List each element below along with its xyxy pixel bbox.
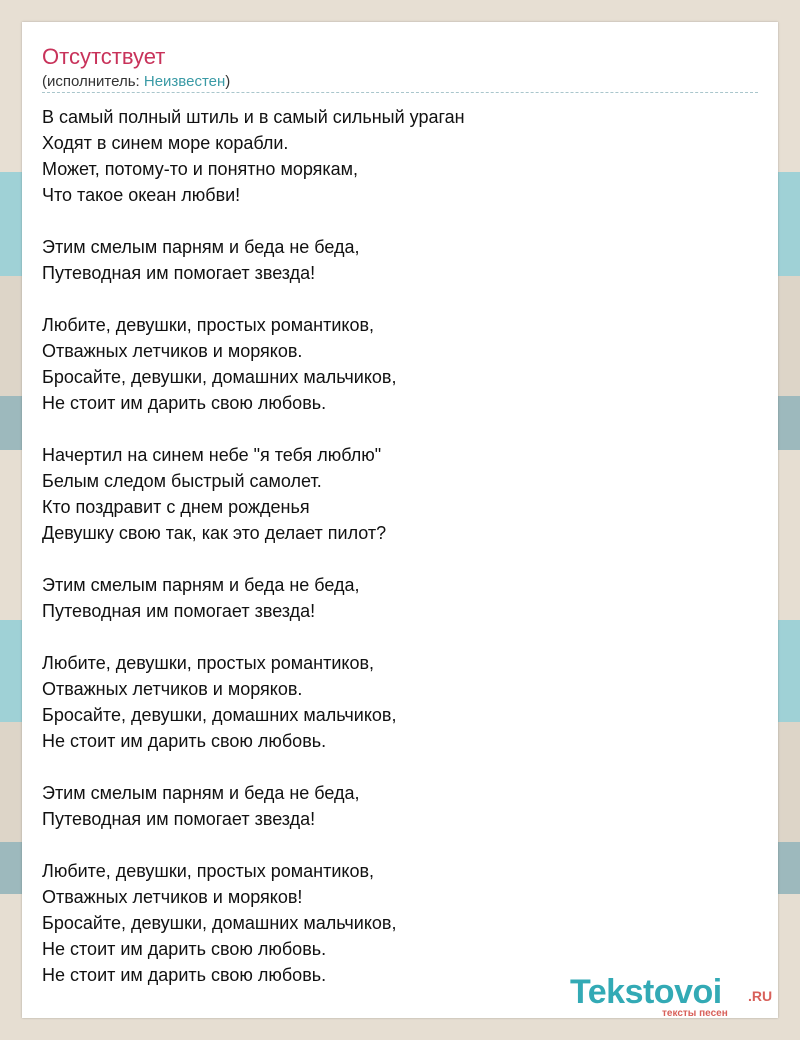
lyric-line: Отважных летчиков и моряков! [42,887,303,907]
logo-tld: .RU [748,988,773,1004]
lyric-line: Не стоит им дарить свою любовь. [42,939,327,959]
lyric-line: Этим смелым парням и беда не беда, [42,783,360,803]
song-title: Отсутствует [42,44,166,69]
stanza-gap [42,624,758,650]
lyric-line: Отважных летчиков и моряков. [42,679,303,699]
lyric-line: Путеводная им помогает звезда! [42,809,316,829]
lyric-line: Не стоит им дарить свою любовь. [42,731,327,751]
lyric-line: Любите, девушки, простых романтиков, [42,653,375,673]
lyric-line: Этим смелым парням и беда не беда, [42,575,360,595]
lyric-line: Бросайте, девушки, домашних мальчиков, [42,705,397,725]
lyric-line: Путеводная им помогает звезда! [42,263,316,283]
lyrics-card [22,22,778,1018]
lyric-line: Девушку свою так, как это делает пилот? [42,523,387,543]
artist-suffix: ) [225,73,231,90]
lyric-line: Кто поздравит с днем рожденья [42,497,310,517]
lyric-line: Не стоит им дарить свою любовь. [42,393,327,413]
lyrics-text [42,104,758,988]
lyric-line: Белым следом быстрый самолет. [42,471,322,491]
site-logo[interactable] [570,974,772,1018]
lyric-line: Может, потому-то и понятно морякам, [42,159,359,179]
stanza-gap [42,546,758,572]
artist-prefix: (исполнитель: [42,73,144,90]
stanza-gap [42,208,758,234]
artist-link[interactable]: Неизвестен [143,73,226,90]
lyric-line: Не стоит им дарить свою любовь. [42,965,327,985]
stanza-gap [42,286,758,312]
lyric-line: Любите, девушки, простых романтиков, [42,315,375,335]
lyric-line: Бросайте, девушки, домашних мальчиков, [42,913,397,933]
lyric-line: В самый полный штиль и в самый сильный ураган [42,107,465,127]
logo-tagline: тексты песен [662,1008,728,1019]
lyric-line: Любите, девушки, простых романтиков, [42,861,375,881]
stanza-gap [42,416,758,442]
lyric-line: Путеводная им помогает звезда! [42,601,316,621]
lyric-line: Что такое океан любви! [42,185,241,205]
lyric-line: Начертил на синем небе "я тебя люблю" [42,445,382,465]
lyric-line: Бросайте, девушки, домашних мальчиков, [42,367,397,387]
artist-line [42,73,230,91]
lyric-line: Отважных летчиков и моряков. [42,341,303,361]
stanza-gap [42,832,758,858]
lyric-line: Этим смелым парням и беда не беда, [42,237,360,257]
logo-name: Tekstovoi [570,973,722,1011]
stanza-gap [42,754,758,780]
lyric-line: Ходят в синем море корабли. [42,133,289,153]
divider [42,92,758,93]
